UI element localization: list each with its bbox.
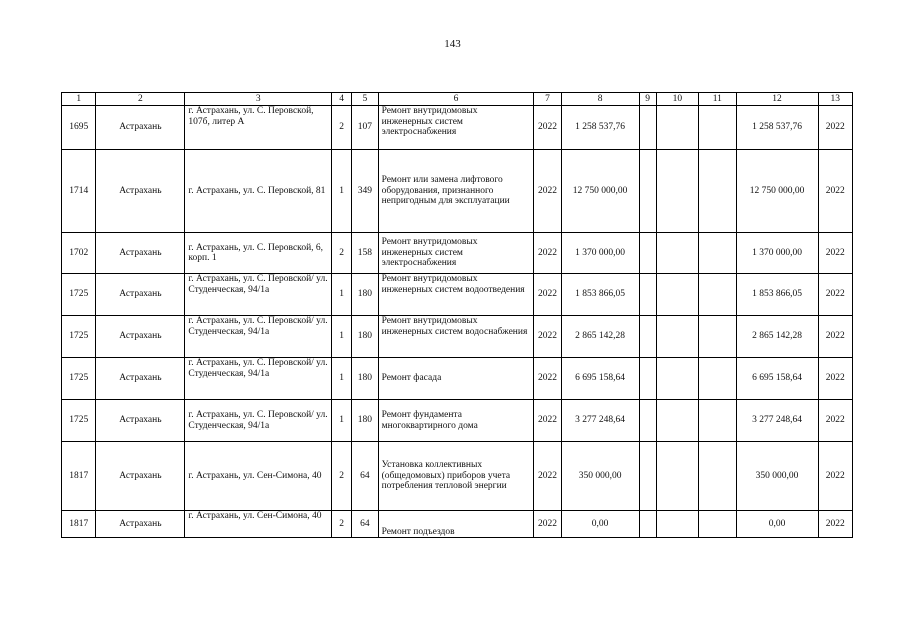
cell-year: 2022: [534, 316, 561, 358]
cell-col4: 1: [332, 274, 352, 316]
cell-col9: [639, 274, 656, 316]
cell-address: г. Астрахань, ул. С. Перовской/ ул. Студенческая, 94/1а: [185, 316, 332, 358]
cell-id: 1702: [62, 233, 96, 274]
cell-cost-total: 1 370 000,00: [736, 233, 818, 274]
cell-col5: 158: [352, 233, 378, 274]
cell-col5: 180: [352, 358, 378, 400]
cell-cost-total: 3 277 248,64: [736, 400, 818, 442]
repair-program-table: [61, 92, 853, 538]
table-row: [62, 233, 853, 274]
column-number: 10: [656, 93, 698, 106]
cell-col4: 2: [332, 442, 352, 511]
column-number: 6: [378, 93, 534, 106]
cell-col9: [639, 442, 656, 511]
column-number: 13: [818, 93, 853, 106]
cell-id: 1725: [62, 274, 96, 316]
cell-col11: [699, 358, 736, 400]
cell-col10: [656, 106, 698, 150]
cell-col11: [699, 233, 736, 274]
cell-col10: [656, 442, 698, 511]
cell-city: Астрахань: [96, 106, 185, 150]
column-number: 8: [561, 93, 639, 106]
cell-work-type: Ремонт внутридомовых инженерных систем электроснабжения: [378, 106, 534, 150]
cell-col5: 64: [352, 442, 378, 511]
cell-cost: 3 277 248,64: [561, 400, 639, 442]
cell-cost: 0,00: [561, 511, 639, 538]
cell-col4: 2: [332, 511, 352, 538]
cell-year: 2022: [534, 106, 561, 150]
cell-col4: 1: [332, 400, 352, 442]
cell-address: г. Астрахань, ул. С. Перовской/ ул. Студенческая, 94/1а: [185, 400, 332, 442]
table-row: [62, 316, 853, 358]
cell-col5: 180: [352, 274, 378, 316]
cell-address: г. Астрахань, ул. С. Перовской, 107б, литер А: [185, 106, 332, 150]
table-row: [62, 442, 853, 511]
cell-work-type: Ремонт подъездов: [378, 511, 534, 538]
cell-col11: [699, 511, 736, 538]
cell-col10: [656, 233, 698, 274]
cell-col5: 107: [352, 106, 378, 150]
cell-col5: 64: [352, 511, 378, 538]
cell-col9: [639, 358, 656, 400]
cell-work-type: Ремонт фасада: [378, 358, 534, 400]
cell-col4: 1: [332, 358, 352, 400]
cell-city: Астрахань: [96, 400, 185, 442]
cell-year: 2022: [534, 400, 561, 442]
cell-year-end: 2022: [818, 442, 853, 511]
cell-address: г. Астрахань, ул. С. Перовской, 81: [185, 150, 332, 233]
cell-cost-total: 1 853 866,05: [736, 274, 818, 316]
cell-year-end: 2022: [818, 511, 853, 538]
cell-work-type: Ремонт внутридомовых инженерных систем водоотведения: [378, 274, 534, 316]
cell-col9: [639, 511, 656, 538]
cell-city: Астрахань: [96, 274, 185, 316]
cell-cost: 1 370 000,00: [561, 233, 639, 274]
cell-col5: 349: [352, 150, 378, 233]
cell-work-type: Ремонт фундамента многоквартирного дома: [378, 400, 534, 442]
cell-col4: 2: [332, 233, 352, 274]
cell-col10: [656, 358, 698, 400]
cell-year: 2022: [534, 150, 561, 233]
cell-cost: 1 853 866,05: [561, 274, 639, 316]
cell-col11: [699, 316, 736, 358]
cell-year-end: 2022: [818, 400, 853, 442]
cell-work-type: Ремонт внутридомовых инженерных систем электроснабжения: [378, 233, 534, 274]
cell-id: 1725: [62, 400, 96, 442]
column-number: 9: [639, 93, 656, 106]
cell-col9: [639, 233, 656, 274]
cell-work-type: Ремонт внутридомовых инженерных систем водоснабжения: [378, 316, 534, 358]
cell-year-end: 2022: [818, 316, 853, 358]
cell-cost: 6 695 158,64: [561, 358, 639, 400]
cell-id: 1695: [62, 106, 96, 150]
cell-col4: 1: [332, 150, 352, 233]
cell-col5: 180: [352, 400, 378, 442]
table-row: [62, 511, 853, 538]
column-number: 12: [736, 93, 818, 106]
cell-id: 1714: [62, 150, 96, 233]
cell-cost: 350 000,00: [561, 442, 639, 511]
table-row: [62, 150, 853, 233]
cell-cost-total: 1 258 537,76: [736, 106, 818, 150]
cell-cost-total: 12 750 000,00: [736, 150, 818, 233]
table-row: [62, 358, 853, 400]
cell-col9: [639, 150, 656, 233]
table-row: [62, 274, 853, 316]
cell-city: Астрахань: [96, 442, 185, 511]
cell-col10: [656, 274, 698, 316]
cell-year-end: 2022: [818, 233, 853, 274]
cell-col10: [656, 316, 698, 358]
table-row: [62, 106, 853, 150]
cell-year-end: 2022: [818, 274, 853, 316]
cell-address: г. Астрахань, ул. Сен-Симона, 40: [185, 442, 332, 511]
cell-year: 2022: [534, 358, 561, 400]
cell-cost: 12 750 000,00: [561, 150, 639, 233]
cell-address: г. Астрахань, ул. С. Перовской, 6, корп. 1: [185, 233, 332, 274]
cell-col9: [639, 316, 656, 358]
cell-col11: [699, 106, 736, 150]
cell-address: г. Астрахань, ул. Сен-Симона, 40: [185, 511, 332, 538]
cell-col11: [699, 442, 736, 511]
cell-work-type: Установка коллективных (общедомовых) приборов учета потребления тепловой энергии: [378, 442, 534, 511]
column-number-row: [62, 93, 853, 106]
cell-col11: [699, 274, 736, 316]
cell-cost-total: 350 000,00: [736, 442, 818, 511]
cell-col9: [639, 400, 656, 442]
cell-city: Астрахань: [96, 511, 185, 538]
cell-city: Астрахань: [96, 316, 185, 358]
cell-col4: 2: [332, 106, 352, 150]
cell-id: 1725: [62, 316, 96, 358]
cell-cost-total: 0,00: [736, 511, 818, 538]
cell-col11: [699, 150, 736, 233]
cell-id: 1817: [62, 442, 96, 511]
cell-city: Астрахань: [96, 150, 185, 233]
cell-cost-total: 2 865 142,28: [736, 316, 818, 358]
cell-year: 2022: [534, 442, 561, 511]
cell-cost: 2 865 142,28: [561, 316, 639, 358]
cell-cost: 1 258 537,76: [561, 106, 639, 150]
cell-col5: 180: [352, 316, 378, 358]
cell-col9: [639, 106, 656, 150]
column-number: 4: [332, 93, 352, 106]
cell-cost-total: 6 695 158,64: [736, 358, 818, 400]
cell-city: Астрахань: [96, 233, 185, 274]
cell-col4: 1: [332, 316, 352, 358]
column-number: 1: [62, 93, 96, 106]
cell-work-type: Ремонт или замена лифтового оборудования, признанного непригодным для эксплуатации: [378, 150, 534, 233]
page-number: 143: [444, 38, 461, 50]
cell-col10: [656, 150, 698, 233]
cell-id: 1725: [62, 358, 96, 400]
column-number: 5: [352, 93, 378, 106]
cell-col10: [656, 400, 698, 442]
cell-year: 2022: [534, 274, 561, 316]
column-number: 11: [699, 93, 736, 106]
cell-id: 1817: [62, 511, 96, 538]
cell-col11: [699, 400, 736, 442]
cell-year: 2022: [534, 511, 561, 538]
cell-city: Астрахань: [96, 358, 185, 400]
cell-year-end: 2022: [818, 358, 853, 400]
cell-address: г. Астрахань, ул. С. Перовской/ ул. Студенческая, 94/1а: [185, 358, 332, 400]
cell-year: 2022: [534, 233, 561, 274]
cell-address: г. Астрахань, ул. С. Перовской/ ул. Студенческая, 94/1а: [185, 274, 332, 316]
column-number: 3: [185, 93, 332, 106]
column-number: 2: [96, 93, 185, 106]
column-number: 7: [534, 93, 561, 106]
cell-year-end: 2022: [818, 150, 853, 233]
cell-year-end: 2022: [818, 106, 853, 150]
cell-col10: [656, 511, 698, 538]
table-row: [62, 400, 853, 442]
